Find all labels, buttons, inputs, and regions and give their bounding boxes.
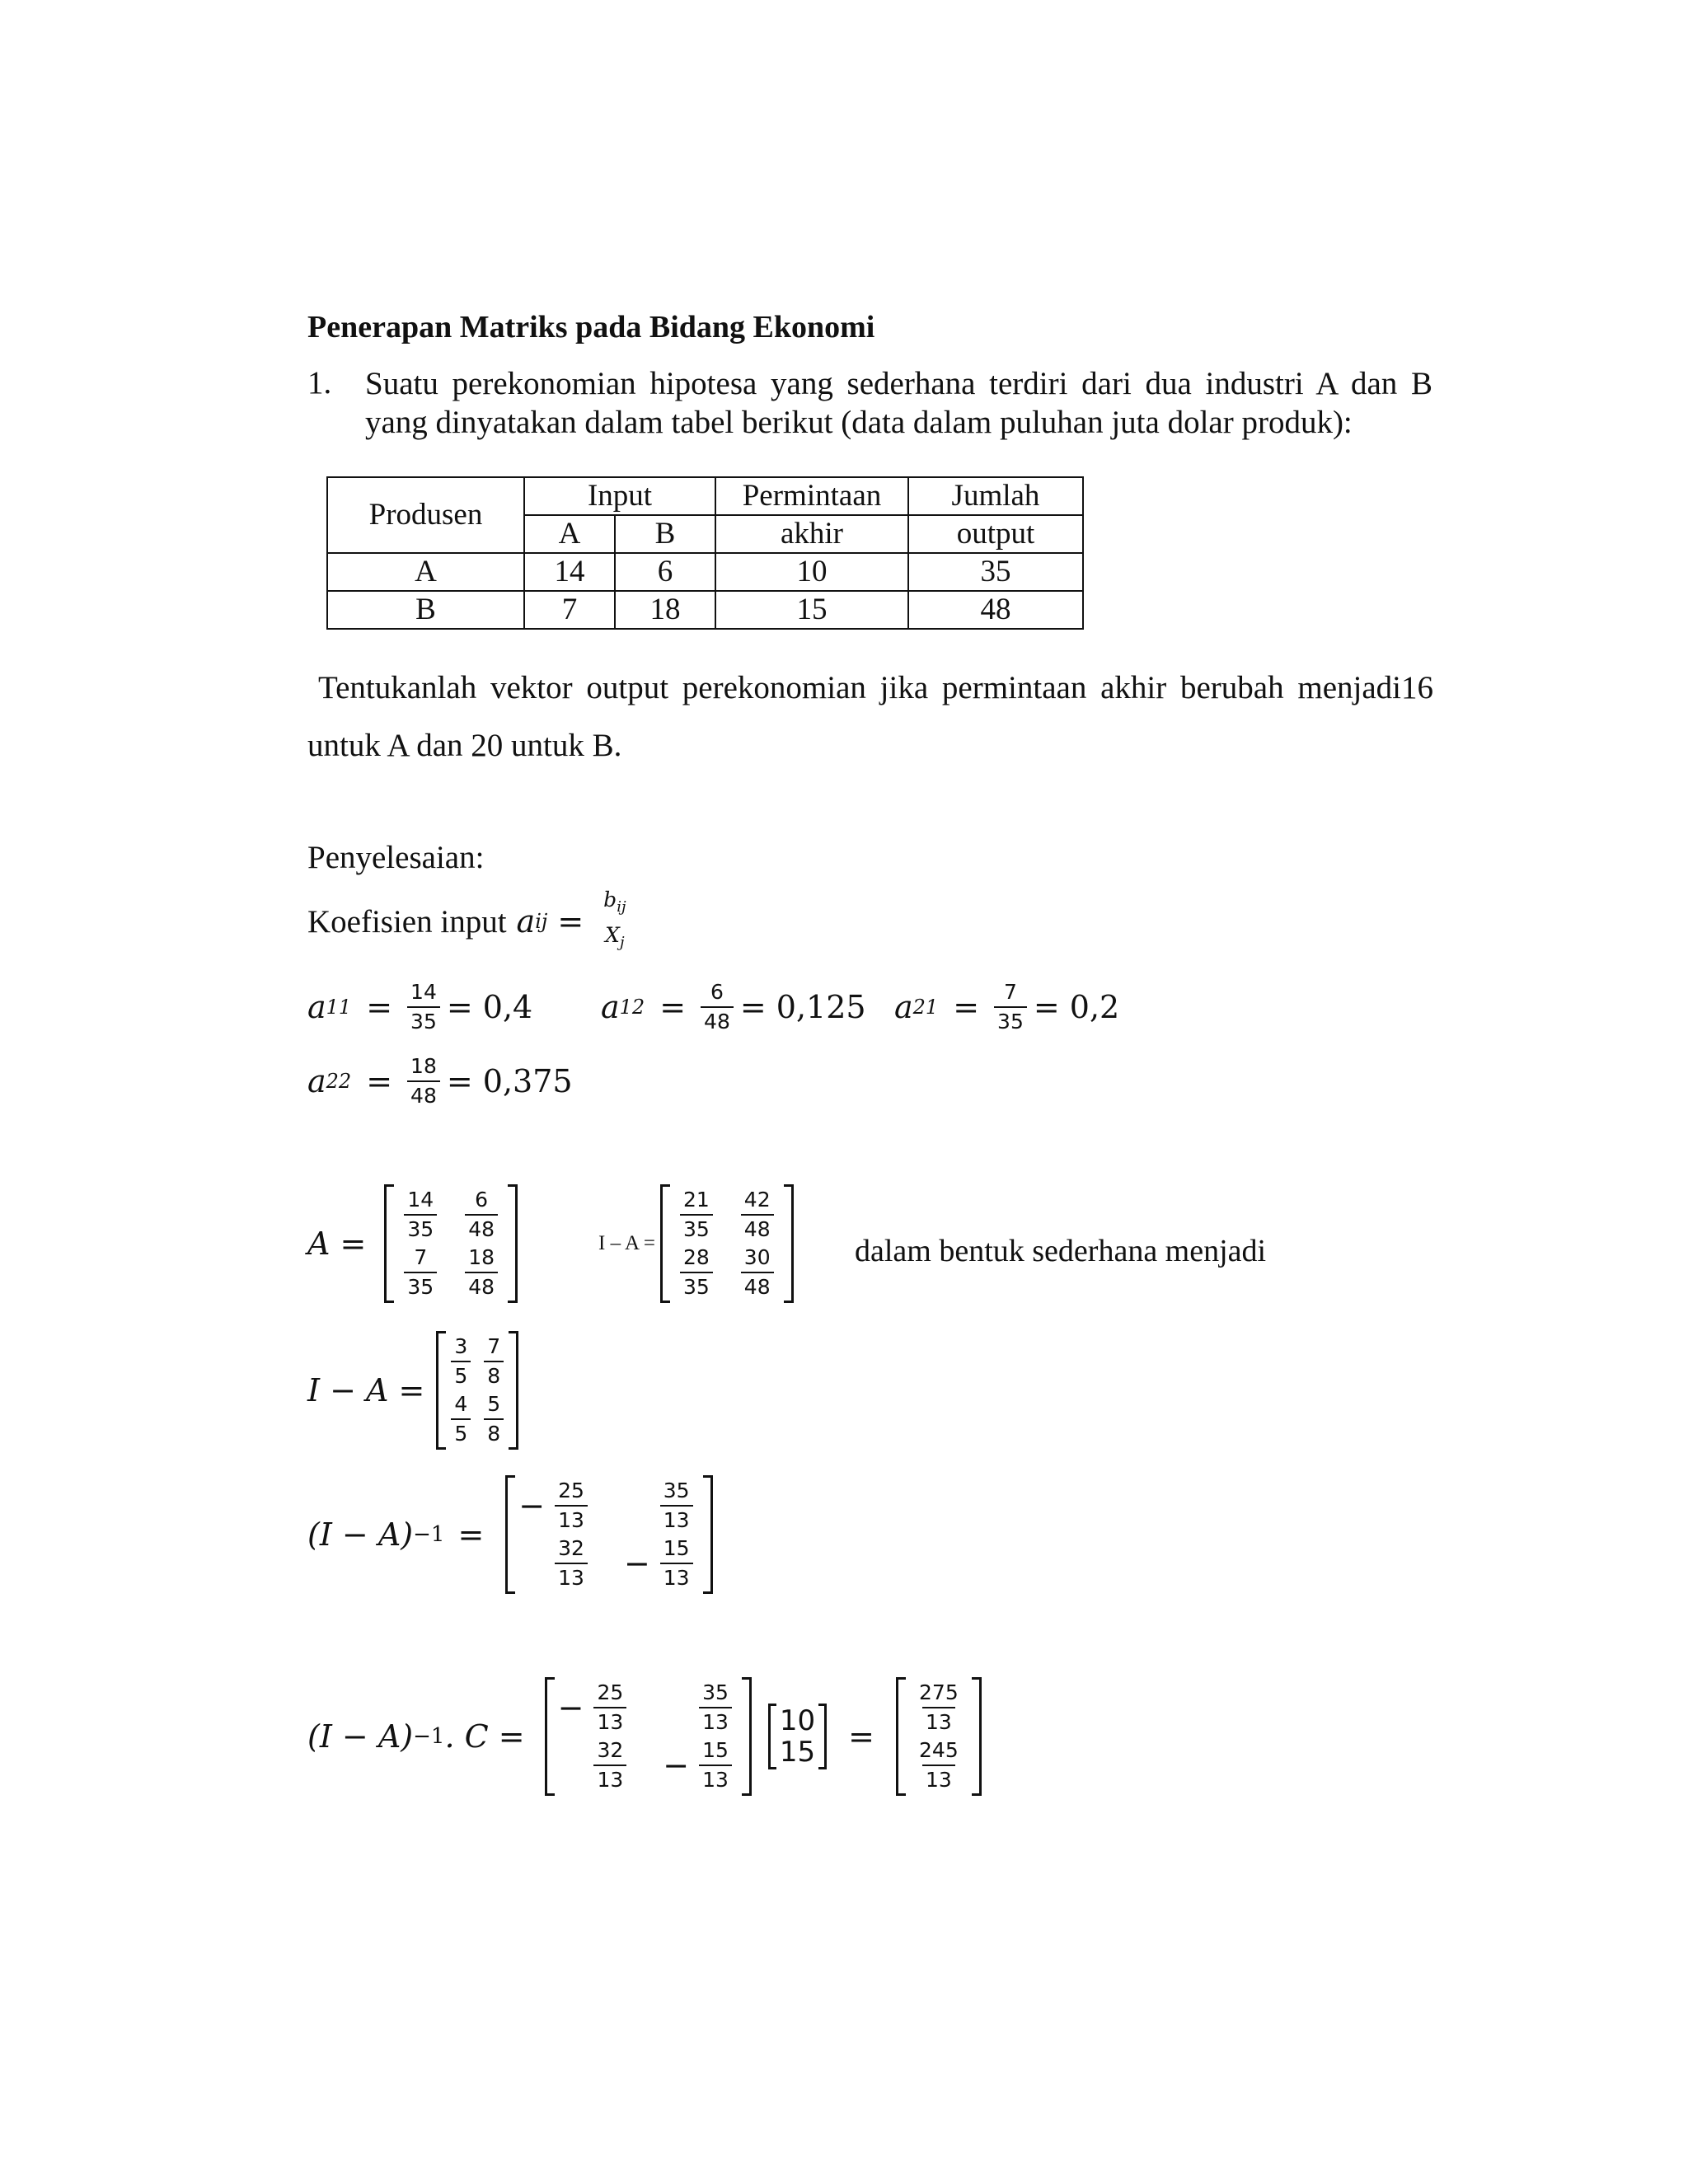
question-line-2: yang dinyatakan dalam tabel berikut (data dalam puluhan juta dolar produk):	[365, 405, 1353, 440]
inv-d11: 13	[555, 1505, 588, 1535]
header-input-b: B	[615, 515, 715, 553]
cell-input-a: 14	[524, 553, 615, 591]
table-row	[327, 553, 1083, 591]
matrix-ia-n22: 30	[743, 1245, 771, 1269]
header-permintaan-bottom: akhir	[715, 515, 908, 553]
coefficient-a12: a 12 = $\frac{6}{48}$ = 0,125	[601, 978, 866, 1036]
product-inverse-matrix	[545, 1677, 752, 1796]
a11-den: 35	[407, 1006, 440, 1036]
a11-sub: 11	[326, 996, 352, 1019]
cell-input-a: 7	[524, 591, 615, 629]
matrix-ias-label: I − A =	[307, 1372, 425, 1408]
prod-d11: 13	[593, 1707, 626, 1736]
question-number: 1.	[307, 365, 332, 401]
inv-n12: 35	[663, 1479, 690, 1502]
matrix-ia-d22: 48	[741, 1272, 774, 1301]
cell-input-b: 18	[615, 591, 715, 629]
task-line-1: Tentukanlah vektor output perekonomian jika permintaan akhir berubah menjadi16	[318, 670, 1433, 705]
matrix-ia-d21: 35	[680, 1272, 713, 1301]
solution-heading: Penyelesaian:	[307, 840, 485, 875]
matrix-ia-d11: 35	[680, 1214, 713, 1244]
matrix-ias-d12: 8	[484, 1361, 504, 1390]
matrix-a-label: A =	[307, 1226, 367, 1262]
header-jumlah-top: Jumlah	[908, 477, 1083, 515]
cell-input-b: 6	[615, 553, 715, 591]
prod-d12: 13	[699, 1707, 732, 1736]
matrix-ias-n22: 5	[487, 1392, 501, 1416]
inverse-label: (I − A)	[307, 1516, 414, 1553]
demand-c2: 15	[779, 1736, 816, 1769]
inv-n11: 25	[558, 1479, 584, 1502]
task-line-2: untuk A dan 20 untuk B.	[307, 728, 622, 763]
prod-minus-22: −	[663, 1747, 690, 1783]
product-label: (I − A)	[307, 1718, 414, 1755]
a22-fraction	[407, 1052, 440, 1110]
product-equals: =	[848, 1718, 875, 1755]
matrix-a-n21: 7	[414, 1245, 428, 1269]
header-input-a: A	[524, 515, 615, 553]
inv-d12: 13	[660, 1505, 693, 1535]
cell-permintaan: 15	[715, 591, 908, 629]
matrix-a	[384, 1184, 518, 1303]
matrix-ias-d11: 5	[451, 1361, 471, 1390]
header-permintaan-top: Permintaan	[715, 477, 908, 515]
cell-produsen: A	[327, 553, 524, 591]
prod-n21: 32	[597, 1738, 624, 1762]
matrix-ias-n12: 7	[487, 1334, 501, 1358]
output-r1d: 13	[922, 1707, 955, 1736]
prod-minus-11: −	[557, 1690, 584, 1726]
matrix-a-d22: 48	[465, 1272, 498, 1301]
coefficient-a21: a 21 = $\frac{7}{35}$ = 0,2	[894, 978, 1119, 1036]
output-r2d: 13	[922, 1765, 955, 1794]
a21-num: 7	[1004, 980, 1017, 1004]
cell-output: 35	[908, 553, 1083, 591]
demand-c1: 10	[779, 1704, 816, 1737]
inv-minus-22: −	[623, 1545, 650, 1582]
output-r2n: 245	[919, 1738, 959, 1762]
coef-den-sub: j	[619, 934, 625, 951]
a11-fraction	[407, 978, 440, 1036]
coef-den: X	[605, 923, 620, 947]
input-output-table	[326, 476, 1084, 630]
inverse-equals: =	[457, 1516, 485, 1553]
matrix-ia-d12: 48	[741, 1214, 774, 1244]
a21-den: 35	[994, 1006, 1027, 1036]
header-input: Input	[524, 477, 715, 515]
a21-sub: 21	[912, 996, 939, 1019]
cell-permintaan: 10	[715, 553, 908, 591]
matrix-a-equation	[307, 1184, 518, 1303]
a12-den: 48	[701, 1006, 734, 1036]
product-equation	[307, 1677, 982, 1796]
matrix-ias-d21: 5	[451, 1418, 471, 1448]
a12-fraction	[701, 978, 734, 1036]
a22-sub: 22	[326, 1070, 352, 1093]
matrix-ia-n21: 28	[682, 1245, 710, 1269]
a12-num: 6	[710, 980, 724, 1004]
header-jumlah-bottom: output	[908, 515, 1083, 553]
matrix-a-n12: 6	[475, 1188, 489, 1212]
prod-n22: 15	[702, 1738, 729, 1762]
a21-fraction	[994, 978, 1027, 1036]
prod-n11: 25	[597, 1680, 624, 1704]
inverse-equation	[307, 1475, 713, 1594]
matrix-ia-n11: 21	[682, 1188, 710, 1212]
a12-sub: 12	[619, 996, 645, 1019]
coefficient-formula: Koefisien input a ij = $b_{ij}$ $X_j$	[307, 886, 636, 957]
simplified-note: dalam bentuk sederhana menjadi	[855, 1234, 1267, 1268]
prod-n12: 35	[702, 1680, 729, 1704]
matrix-a-n22: 18	[468, 1245, 495, 1269]
inv-n22: 15	[663, 1536, 690, 1560]
coefficient-a11: a 11 = $\frac{14}{35}$ = 0,4	[307, 978, 532, 1036]
demand-vector	[768, 1704, 827, 1769]
coef-num: b	[603, 888, 617, 912]
cell-produsen: B	[327, 591, 524, 629]
question-text	[365, 364, 1432, 442]
inverse-matrix	[505, 1475, 712, 1594]
a21-value: = 0,2	[1033, 989, 1120, 1025]
prod-d21: 13	[593, 1765, 626, 1794]
a12-value: = 0,125	[739, 989, 866, 1025]
coefficient-a22: a 22 = $\frac{18}{48}$ = 0,375	[307, 1052, 573, 1110]
matrix-i-minus-a	[660, 1184, 794, 1303]
cell-output: 48	[908, 591, 1083, 629]
question-line-1: Suatu perekonomian hipotesa yang sederhana terdiri dari dua industri A dan B	[365, 366, 1432, 401]
matrix-a-n11: 14	[407, 1188, 434, 1212]
a22-value: = 0,375	[446, 1063, 573, 1099]
matrix-ias-d22: 8	[484, 1418, 504, 1448]
coef-fraction	[600, 886, 629, 957]
a22-den: 48	[407, 1080, 440, 1110]
matrix-i-minus-a-simplified-equation	[307, 1331, 518, 1450]
coef-lhs-sub: ij	[535, 910, 548, 933]
matrix-a-d11: 35	[404, 1214, 437, 1244]
product-tail: . C =	[444, 1718, 525, 1755]
matrix-i-minus-a-equation	[598, 1184, 794, 1303]
table-row	[327, 591, 1083, 629]
header-produsen: Produsen	[327, 477, 524, 553]
a11-value: = 0,4	[446, 989, 533, 1025]
output-vector	[896, 1677, 982, 1796]
a22-num: 18	[410, 1054, 437, 1078]
matrix-ias-n11: 3	[454, 1334, 468, 1358]
matrix-a-d12: 48	[465, 1214, 498, 1244]
matrix-ia-n12: 42	[743, 1188, 771, 1212]
coefficient-label: Koefisien input	[307, 903, 507, 940]
a11-num: 14	[410, 980, 437, 1004]
prod-d22: 13	[699, 1765, 732, 1794]
inv-d22: 13	[660, 1563, 693, 1592]
inverse-sup: −1	[413, 1522, 445, 1547]
matrix-ias-n21: 4	[454, 1392, 468, 1416]
output-r1n: 275	[919, 1680, 959, 1704]
inv-minus-11: −	[518, 1488, 546, 1524]
matrix-i-minus-a-simplified	[436, 1331, 518, 1450]
coef-num-sub: ij	[617, 898, 626, 916]
matrix-a-d21: 35	[404, 1272, 437, 1301]
coef-lhs: a	[516, 903, 536, 940]
product-sup: −1	[413, 1724, 445, 1749]
matrix-i-minus-a-label: I – A =	[598, 1232, 655, 1254]
inv-n21: 32	[558, 1536, 584, 1560]
page-title: Penerapan Matriks pada Bidang Ekonomi	[307, 310, 875, 344]
inv-d21: 13	[555, 1563, 588, 1592]
